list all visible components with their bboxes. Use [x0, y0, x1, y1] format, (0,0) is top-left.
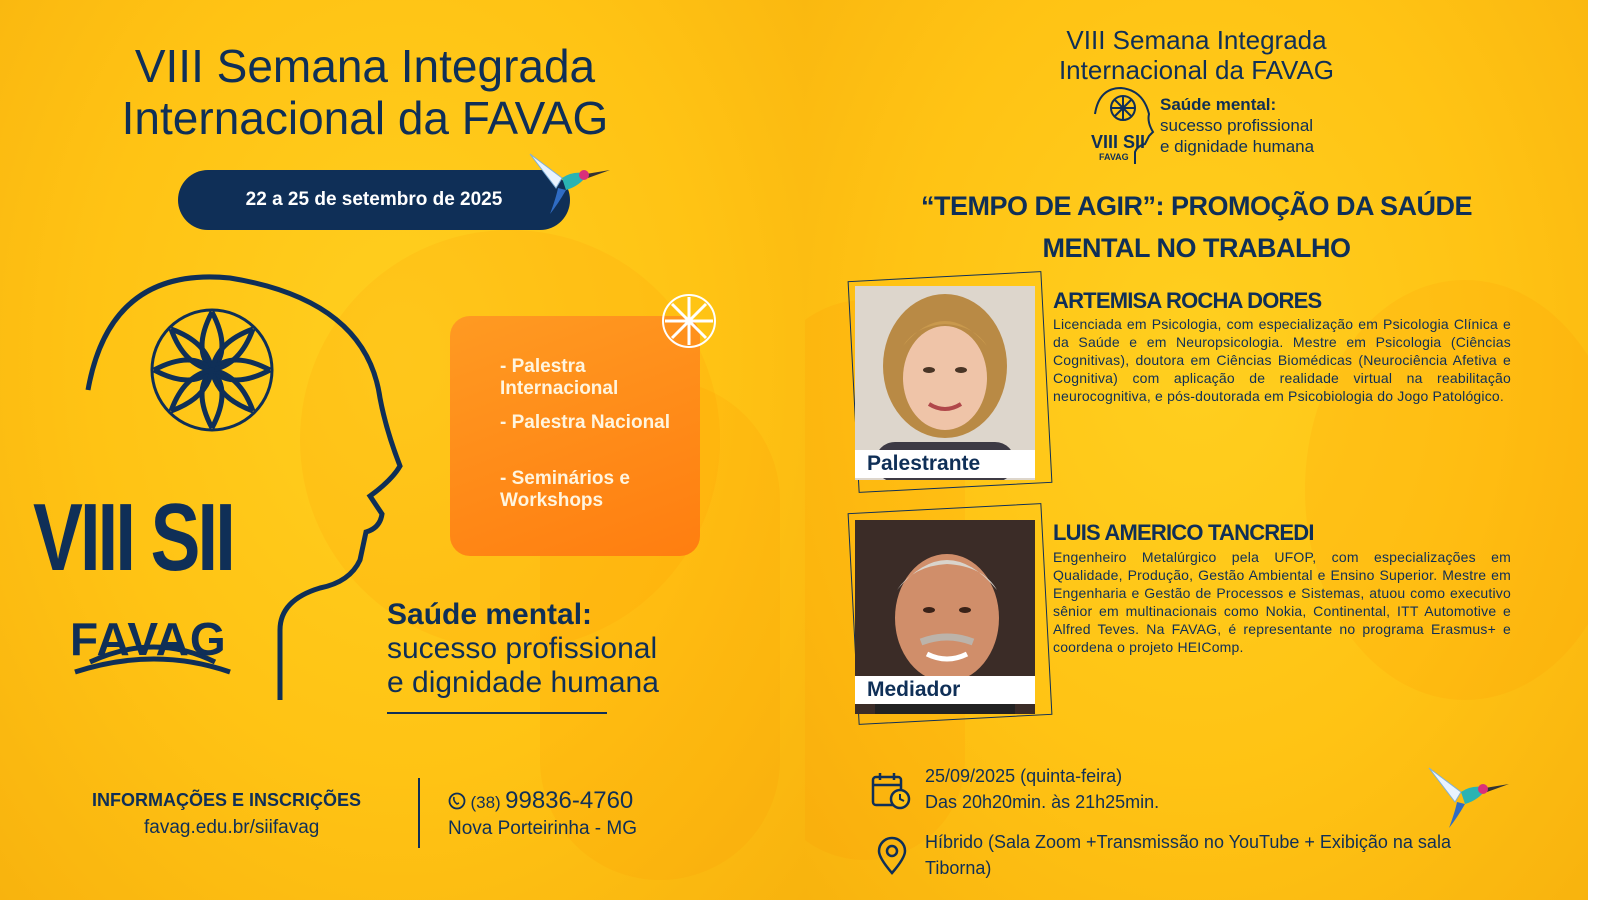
event-title-line2: Internacional da FAVAG	[121, 92, 609, 144]
speaker-bio: Engenheiro Metalúrgico pela UFOP, com especializações em Qualidade, Produção, Gestão Ambiental e Ensino Superior. Mestre em Engenharia e Gestão de Processos e Sistemas, atuou como executivo sênior em multinacionais como Nokia, Continental, ITT Automotive e Alfred Teves. Na FAVAG, é representante no programa Erasmus+ e coordena o projeto HEIComp.	[1053, 549, 1511, 655]
speaker-name: ARTEMISA ROCHA DORES	[1053, 288, 1322, 313]
headline-line2: MENTAL NO TRABALHO	[1042, 233, 1351, 263]
info-url: favag.edu.br/siifavag	[144, 817, 320, 838]
phone-area-code: (38)	[470, 793, 501, 812]
speaker-role-badge: Mediador	[855, 676, 1035, 704]
hummingbird-icon	[1427, 762, 1511, 830]
event-title	[805, 25, 1588, 85]
tagline-line3: e dignidade humana	[1160, 137, 1315, 156]
activity-item: - Seminários e Workshops	[500, 468, 630, 511]
tagline	[1160, 94, 1314, 157]
event-time: Das 20h20min. às 21h25min.	[925, 792, 1160, 812]
svg-text:VIII SII: VIII SII	[1091, 132, 1146, 152]
event-date: 25/09/2025 (quinta-feira)	[925, 766, 1123, 786]
event-location-line1: Híbrido (Sala Zoom +Transmissão no YouTube + Exibição na sala	[925, 832, 1451, 852]
session-headline	[865, 185, 1528, 269]
page-edge	[1588, 0, 1600, 900]
location-pin-icon	[875, 836, 909, 876]
event-title-line1: VIII Semana Integrada	[1066, 25, 1327, 55]
speaker-bio: Licenciada em Psicologia, com especialização em Psicologia Clínica e da Saúde e em Neuropsicologia. Mestre em Psicologia (Ciências Cognitivas), doutora em Ciências Biomédicas (Neurociência Afetiva e Cognitiva) com aplicação de realidade virtual na reabilitação neurocognitiva, e pós-doutorada em Psicobiologia do Jogo Patológico.	[1053, 316, 1511, 404]
event-title-line1: VIII Semana Integrada	[134, 40, 596, 92]
phone-contact	[448, 787, 633, 815]
svg-text:FAVAG: FAVAG	[1099, 152, 1129, 162]
tagline	[387, 598, 659, 700]
event-title-line2: Internacional da FAVAG	[1058, 55, 1335, 85]
logo-text: VIII SII	[33, 484, 233, 591]
right-poster	[805, 0, 1588, 900]
date-range-text: 22 a 25 de setembro de 2025	[245, 189, 503, 210]
speaker-role-badge: Palestrante	[855, 450, 1035, 478]
calendar-clock-icon	[870, 770, 912, 812]
info-heading: INFORMAÇÕES E INSCRIÇÕES	[92, 790, 362, 810]
whatsapp-icon	[448, 792, 466, 810]
vertical-divider	[418, 778, 420, 848]
activity-item: - Palestra Nacional	[500, 412, 671, 433]
tagline-bold: Saúde mental:	[387, 598, 593, 631]
speaker-name: LUIS AMERICO TANCREDI	[1053, 520, 1314, 545]
hummingbird-icon	[528, 148, 612, 216]
snowflake-icon	[660, 292, 718, 350]
tagline-line2: sucesso profissional	[1160, 116, 1314, 135]
headline-line1: “TEMPO DE AGIR”: PROMOÇÃO DA SAÚDE	[920, 191, 1472, 221]
logo-subtext: FAVAG	[70, 613, 227, 665]
favag-small-logo	[1087, 86, 1159, 166]
activity-item: - Palestra Internacional	[500, 356, 619, 399]
event-location-line2: Tiborna)	[925, 858, 992, 878]
tagline-line2: sucesso profissional	[387, 632, 658, 665]
phone-number: 99836-4760	[505, 787, 634, 814]
date-badge	[178, 170, 570, 230]
divider-line	[387, 712, 607, 714]
tagline-line3: e dignidade humana	[387, 666, 659, 699]
event-title	[60, 40, 670, 144]
activities-box	[450, 316, 700, 556]
tagline-line1: Saúde mental:	[1160, 95, 1277, 114]
city-text: Nova Porteirinha - MG	[448, 818, 638, 839]
